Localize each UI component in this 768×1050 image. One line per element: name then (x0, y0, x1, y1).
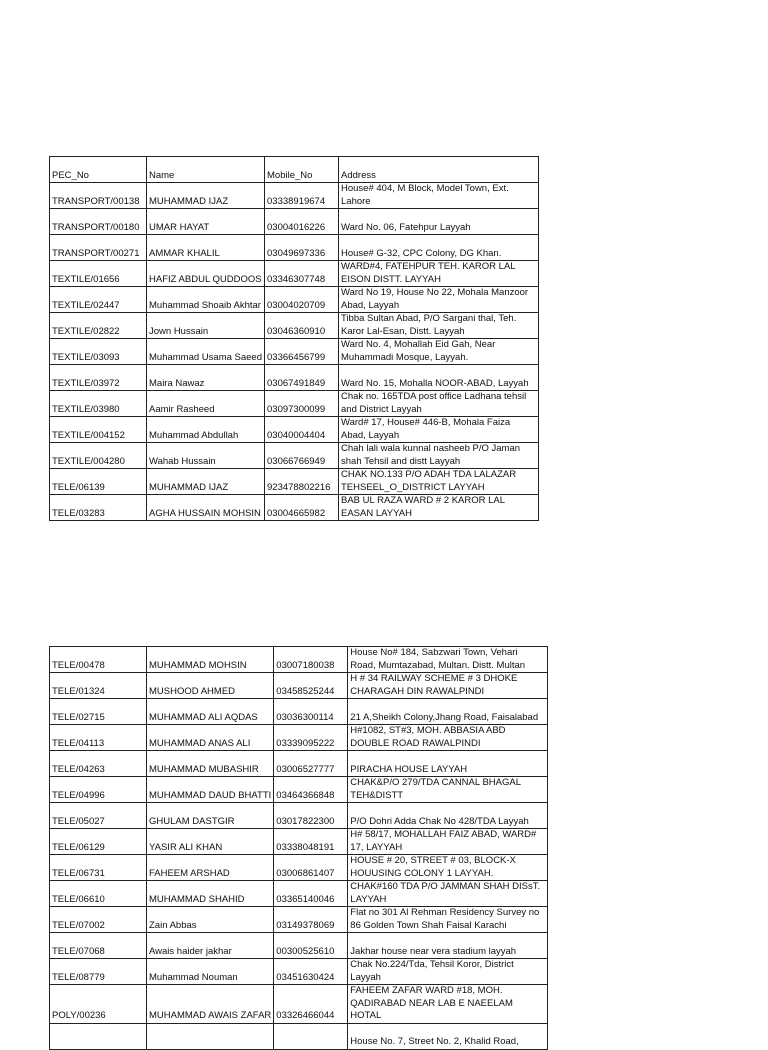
pec-no-cell: TELE/06731 (50, 855, 147, 881)
table-row (50, 985, 548, 1024)
table-row (50, 417, 539, 443)
pec-table-top (49, 156, 539, 521)
pec-no-cell: TEXTILE/03972 (50, 365, 147, 391)
address-cell: Jakhar house near vera stadium layyah (348, 933, 548, 959)
name-cell: Awais haider jakhar (147, 933, 274, 959)
pec-no-cell: TRANSPORT/00271 (50, 235, 147, 261)
table-row (50, 855, 548, 881)
pec-no-cell: TELE/04263 (50, 751, 147, 777)
mobile-no-cell: 923478802216 (265, 469, 339, 495)
table-row (50, 391, 539, 417)
table-row (50, 829, 548, 855)
pec-no-cell: TELE/01324 (50, 673, 147, 699)
pec-no-cell: TELE/08779 (50, 959, 147, 985)
name-cell: MUSHOOD AHMED (147, 673, 274, 699)
pec-no-cell: TELE/07068 (50, 933, 147, 959)
address-cell: FAHEEM ZAFAR WARD #18, MOH. QADIRABAD NEAR LAB E NAEELAM HOTAL (348, 985, 548, 1024)
name-cell: MUHAMMAD MOHSIN (147, 647, 274, 673)
address-cell: Ward# 17, House# 446-B, Mohala Faiza Abad, Layyah (339, 417, 539, 443)
address-cell: HOUSE # 20, STREET # 03, BLOCK-X HOUUSING COLONY 1 LAYYAH. (348, 855, 548, 881)
mobile-no-cell: 03066766949 (265, 443, 339, 469)
table-row (50, 647, 548, 673)
name-cell: Muhammad Usama Saeed (147, 339, 265, 365)
address-cell: H# 58/17, MOHALLAH FAIZ ABAD, WARD# 17, LAYYAH (348, 829, 548, 855)
table-row (50, 287, 539, 313)
table-row (50, 261, 539, 287)
table-row (50, 777, 548, 803)
table-row (50, 751, 548, 777)
mobile-no-cell (274, 1023, 348, 1049)
pec-no-cell: TRANSPORT/00180 (50, 209, 147, 235)
address-cell: CHAK&P/O 279/TDA CANNAL BHAGAL TEH&DISTT (348, 777, 548, 803)
mobile-no-cell: 03004665982 (265, 495, 339, 521)
mobile-no-cell: 03017822300 (274, 803, 348, 829)
table-row (50, 313, 539, 339)
address-cell: Flat no 301 Al Rehman Residency Survey no 86 Golden Town Shah Faisal Karachi (348, 907, 548, 933)
address-cell: CHAK#160 TDA P/O JAMMAN SHAH DISsT. LAYYAH (348, 881, 548, 907)
name-cell: MUHAMMAD ALI AQDAS (147, 699, 274, 725)
table-row (50, 803, 548, 829)
table-row (50, 959, 548, 985)
name-cell: MUHAMMAD IJAZ (147, 183, 265, 209)
name-cell: Muhammad Shoaib Akhtar (147, 287, 265, 313)
mobile-no-cell: 03346307748 (265, 261, 339, 287)
pec-no-cell: TEXTILE/03093 (50, 339, 147, 365)
table-row (50, 443, 539, 469)
mobile-no-cell: 03049697336 (265, 235, 339, 261)
table-row (50, 1023, 548, 1049)
table-row (50, 365, 539, 391)
mobile-no-cell: 03458525244 (274, 673, 348, 699)
mobile-no-cell: 00300525610 (274, 933, 348, 959)
address-cell: BAB UL RAZA WARD # 2 KAROR LAL EASAN LAYYAH (339, 495, 539, 521)
name-cell: MUHAMMAD ANAS ALI (147, 725, 274, 751)
name-cell: AGHA HUSSAIN MOHSIN (147, 495, 265, 521)
address-cell: Chak no. 165TDA post office Ladhana tehsil and District Layyah (339, 391, 539, 417)
address-cell: PIRACHA HOUSE LAYYAH (348, 751, 548, 777)
address-cell: Ward No. 4, Mohallah Eid Gah, Near Muhammadi Mosque, Layyah. (339, 339, 539, 365)
name-cell: AMMAR KHALIL (147, 235, 265, 261)
address-cell: Chak No.224/Tda, Tehsil Koror, District Layyah (348, 959, 548, 985)
pec-no-cell: TELE/03283 (50, 495, 147, 521)
mobile-no-cell: 03006527777 (274, 751, 348, 777)
pec-no-cell: TELE/07002 (50, 907, 147, 933)
name-cell: Zain Abbas (147, 907, 274, 933)
name-cell: MUHAMMAD AWAIS ZAFAR (147, 985, 274, 1024)
table-row (50, 699, 548, 725)
mobile-no-cell: 03067491849 (265, 365, 339, 391)
header-pec-no: PEC_No (50, 157, 147, 183)
mobile-no-cell: 03149378069 (274, 907, 348, 933)
address-cell: Ward No. 06, Fatehpur Layyah (339, 209, 539, 235)
table-top-body (50, 157, 539, 521)
mobile-no-cell: 03036300114 (274, 699, 348, 725)
pec-no-cell: TELE/00478 (50, 647, 147, 673)
table-row (50, 881, 548, 907)
table-row (50, 495, 539, 521)
mobile-no-cell: 03046360910 (265, 313, 339, 339)
pec-no-cell: TELE/06610 (50, 881, 147, 907)
name-cell: MUHAMMAD SHAHID (147, 881, 274, 907)
mobile-no-cell: 03464366848 (274, 777, 348, 803)
header-address: Address (339, 157, 539, 183)
mobile-no-cell: 03338048191 (274, 829, 348, 855)
name-cell: Muhammad Nouman (147, 959, 274, 985)
address-cell: Ward No. 15, Mohalla NOOR-ABAD, Layyah (339, 365, 539, 391)
name-cell: GHULAM DASTGIR (147, 803, 274, 829)
header-row (50, 157, 539, 183)
table-row (50, 469, 539, 495)
pec-no-cell: TEXTILE/02447 (50, 287, 147, 313)
table-row (50, 933, 548, 959)
pec-no-cell: TELE/02715 (50, 699, 147, 725)
address-cell: Ward No 19, House No 22, Mohala Manzoor Abad, Layyah (339, 287, 539, 313)
pec-no-cell: TELE/04996 (50, 777, 147, 803)
table-row (50, 339, 539, 365)
address-cell: House# G-32, CPC Colony, DG Khan. (339, 235, 539, 261)
pec-no-cell: POLY/00236 (50, 985, 147, 1024)
pec-no-cell: TEXTILE/004280 (50, 443, 147, 469)
address-cell: 21 A,Sheikh Colony,Jhang Road, Faisalabad (348, 699, 548, 725)
mobile-no-cell: 03004016226 (265, 209, 339, 235)
table-row (50, 209, 539, 235)
address-cell: House# 404, M Block, Model Town, Ext. Lahore (339, 183, 539, 209)
table-row (50, 183, 539, 209)
table-bottom-body (50, 647, 548, 1050)
pec-no-cell (50, 1023, 147, 1049)
mobile-no-cell: 03097300099 (265, 391, 339, 417)
address-cell: P/O Dohri Adda Chak No 428/TDA Layyah (348, 803, 548, 829)
name-cell: UMAR HAYAT (147, 209, 265, 235)
name-cell: MUHAMMAD DAUD BHATTI (147, 777, 274, 803)
mobile-no-cell: 03004020709 (265, 287, 339, 313)
mobile-no-cell: 03006861407 (274, 855, 348, 881)
name-cell: MUHAMMAD IJAZ (147, 469, 265, 495)
name-cell: Wahab Hussain (147, 443, 265, 469)
pec-no-cell: TEXTILE/01656 (50, 261, 147, 287)
name-cell: YASIR ALI KHAN (147, 829, 274, 855)
header-name: Name (147, 157, 265, 183)
table-row (50, 907, 548, 933)
name-cell: Muhammad Abdullah (147, 417, 265, 443)
pec-no-cell: TEXTILE/02822 (50, 313, 147, 339)
mobile-no-cell: 03365140046 (274, 881, 348, 907)
mobile-no-cell: 03338919674 (265, 183, 339, 209)
header-mobile-no: Mobile_No (265, 157, 339, 183)
mobile-no-cell: 03326466044 (274, 985, 348, 1024)
name-cell: MUHAMMAD MUBASHIR (147, 751, 274, 777)
pec-no-cell: TRANSPORT/00138 (50, 183, 147, 209)
table-row (50, 673, 548, 699)
table-row (50, 725, 548, 751)
address-cell: H#1082, ST#3, MOH. ABBASIA ABD DOUBLE ROAD RAWALPINDI (348, 725, 548, 751)
address-cell: Chah lali wala kunnal nasheeb P/O Jaman shah Tehsil and distt Layyah (339, 443, 539, 469)
address-cell: Tibba Sultan Abad, P/O Sargani thal, Teh. Karor Lal-Esan, Distt. Layyah (339, 313, 539, 339)
pec-table-bottom (49, 646, 548, 1050)
address-cell: House No# 184, Sabzwari Town, Vehari Road, Mumtazabad, Multan. Distt. Multan (348, 647, 548, 673)
pec-no-cell: TEXTILE/03980 (50, 391, 147, 417)
pec-no-cell: TEXTILE/004152 (50, 417, 147, 443)
pec-no-cell: TELE/04113 (50, 725, 147, 751)
mobile-no-cell: 03040004404 (265, 417, 339, 443)
mobile-no-cell: 03339095222 (274, 725, 348, 751)
table-row (50, 235, 539, 261)
address-cell: WARD#4, FATEHPUR TEH. KAROR LAL EISON DISTT. LAYYAH (339, 261, 539, 287)
address-cell: CHAK NO.133 P/O ADAH TDA LALAZAR TEHSEEL_O_DISTRICT LAYYAH (339, 469, 539, 495)
name-cell: Aamir Rasheed (147, 391, 265, 417)
name-cell (147, 1023, 274, 1049)
name-cell: HAFIZ ABDUL QUDDOOS (147, 261, 265, 287)
mobile-no-cell: 03007180038 (274, 647, 348, 673)
pec-no-cell: TELE/06139 (50, 469, 147, 495)
mobile-no-cell: 03451630424 (274, 959, 348, 985)
address-cell: H # 34 RAILWAY SCHEME # 3 DHOKE CHARAGAH DIN RAWALPINDI (348, 673, 548, 699)
address-cell: House No. 7, Street No. 2, Khalid Road, (348, 1023, 548, 1049)
name-cell: FAHEEM ARSHAD (147, 855, 274, 881)
name-cell: Maira Nawaz (147, 365, 265, 391)
pec-no-cell: TELE/05027 (50, 803, 147, 829)
mobile-no-cell: 03366456799 (265, 339, 339, 365)
pec-no-cell: TELE/06129 (50, 829, 147, 855)
name-cell: Jown Hussain (147, 313, 265, 339)
